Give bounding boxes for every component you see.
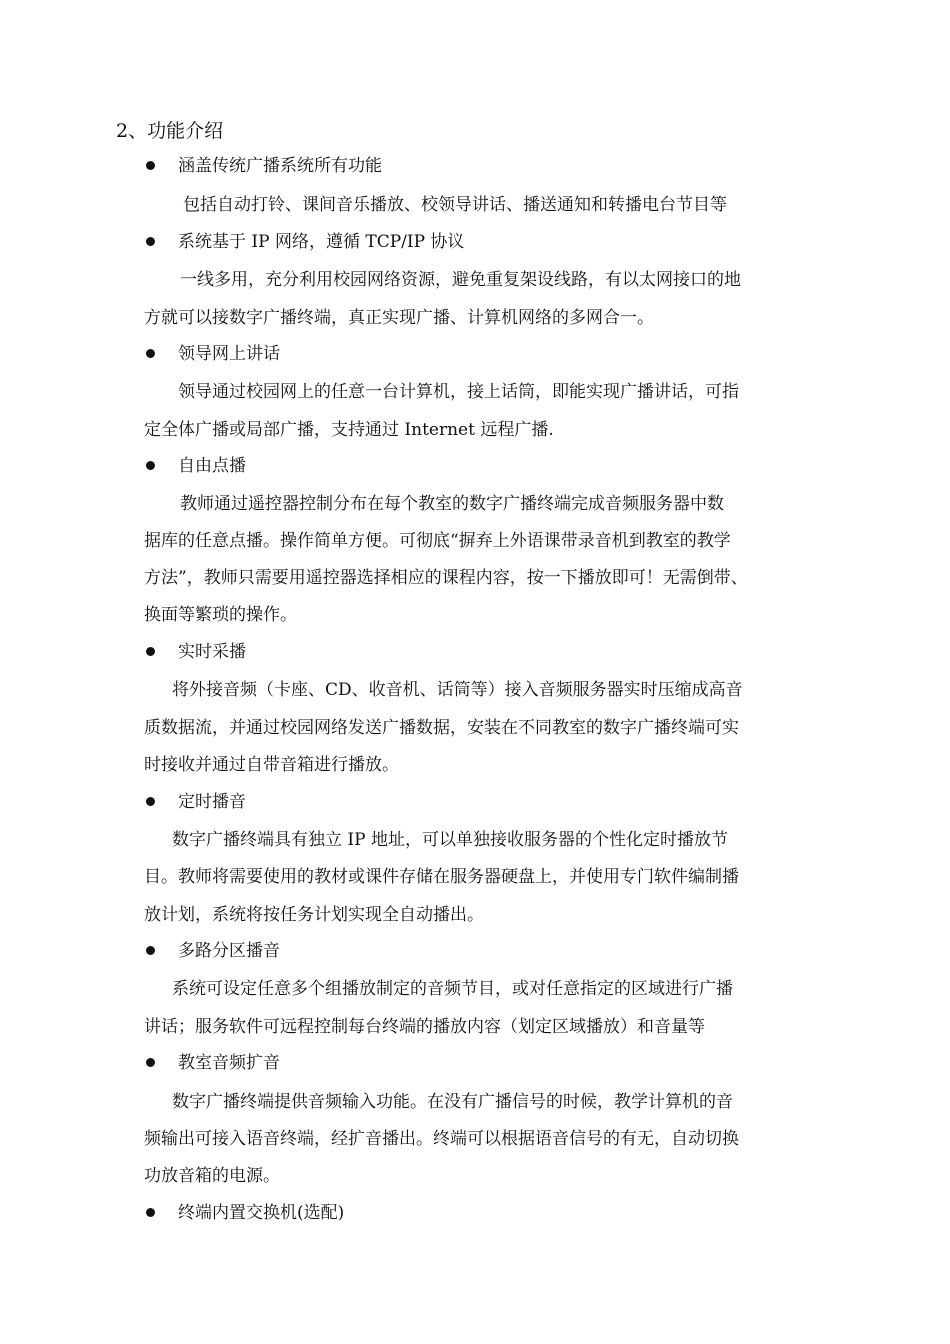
bullet-icon [146, 1058, 155, 1067]
body-line: 换面等繁琐的操作。 [144, 605, 297, 625]
body-line: 目。教师将需要使用的教材或课件存储在服务器硬盘上，并使用专门软件编制播 [144, 867, 739, 887]
body-line: 讲话；服务软件可远程控制每台终端的播放内容（划定区域播放）和音量等 [144, 1017, 705, 1037]
bullet-icon [146, 647, 155, 656]
bullet-icon [146, 797, 155, 806]
bullet-icon [146, 1208, 155, 1217]
bullet-icon [146, 946, 155, 955]
body-line: 定全体广播或局部广播，支持通过 Internet 远程广播. [144, 420, 554, 440]
bullet-title: 教室音频扩音 [178, 1053, 280, 1073]
body-line: 领导通过校园网上的任意一台计算机，接上话筒，即能实现广播讲话，可指 [178, 382, 739, 402]
body-line: 功放音箱的电源。 [144, 1166, 280, 1186]
body-line: 放计划，系统将按任务计划实现全自动播出。 [144, 905, 484, 925]
bullet-title: 终端内置交换机(选配) [178, 1203, 345, 1223]
bullet-icon [146, 161, 155, 170]
bullet-title: 多路分区播音 [178, 941, 280, 961]
section-heading: 2、功能介绍 [116, 120, 224, 142]
bullet-icon [146, 349, 155, 358]
bullet-title: 系统基于 IP 网络，遵循 TCP/IP 协议 [178, 232, 465, 252]
bullet-title: 实时采播 [178, 642, 246, 662]
body-line: 一线多用，充分利用校园网络资源，避免重复架设线路，有以太网接口的地 [180, 270, 741, 290]
body-line: 包括自动打铃、课间音乐播放、校领导讲话、播送通知和转播电台节目等 [183, 195, 727, 215]
bullet-icon [146, 237, 155, 246]
body-line: 据库的任意点播。操作简单方便。可彻底“摒弃上外语课带录音机到教室的教学 [144, 531, 731, 551]
bullet-title: 自由点播 [178, 456, 246, 476]
bullet-title: 涵盖传统广播系统所有功能 [178, 156, 382, 176]
body-line: 数字广播终端具有独立 IP 地址，可以单独接收服务器的个性化定时播放节 [172, 830, 728, 850]
body-line: 将外接音频（卡座、CD、收音机、话筒等）接入音频服务器实时压缩成高音 [172, 680, 743, 700]
body-line: 数字广播终端提供音频输入功能。在没有广播信号的时候，教学计算机的音 [172, 1092, 733, 1112]
body-line: 教师通过遥控器控制分布在每个教室的数字广播终端完成音频服务器中数 [180, 494, 724, 514]
bullet-icon [146, 461, 155, 470]
bullet-title: 定时播音 [178, 792, 246, 812]
body-line: 频输出可接入语音终端，经扩音播出。终端可以根据语音信号的有无，自动切换 [144, 1129, 739, 1149]
body-line: 系统可设定任意多个组播放制定的音频节目，或对任意指定的区域进行广播 [172, 979, 733, 999]
body-line: 方就可以接数字广播终端，真正实现广播、计算机网络的多网合一。 [144, 308, 654, 328]
body-line: 质数据流，并通过校园网络发送广播数据，安装在不同教室的数字广播终端可实 [144, 718, 739, 738]
body-line: 方法”，教师只需要用遥控器选择相应的课程内容，按一下播放即可！无需倒带、 [144, 568, 748, 588]
body-line: 时接收并通过自带音箱进行播放。 [144, 755, 399, 775]
bullet-title: 领导网上讲话 [178, 344, 280, 364]
